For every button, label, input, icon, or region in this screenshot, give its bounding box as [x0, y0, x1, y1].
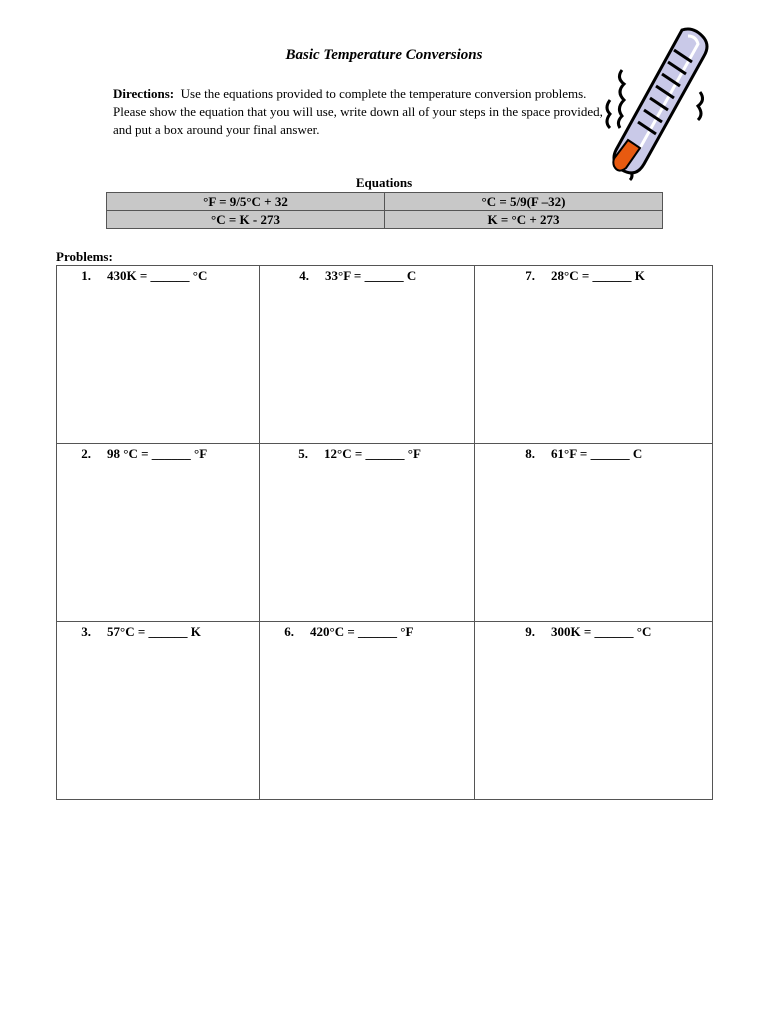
- problem-cell-3[interactable]: [57, 622, 260, 800]
- problem-number: 2.: [81, 446, 91, 461]
- problem-cell-6[interactable]: [260, 622, 475, 800]
- equations-heading: Equations: [355, 175, 413, 190]
- problem-row: [57, 444, 713, 622]
- directions-text: Use the equations provided to complete the temperature conversion problems. Please show the equation that you will use, write down all of your steps in the space provided, and put a box around your final answer.: [113, 86, 603, 137]
- directions: [113, 85, 605, 139]
- equations-table: [106, 192, 663, 229]
- problem-cell-5[interactable]: [260, 444, 475, 622]
- problem-expression: 61°F = ______ C: [551, 446, 643, 461]
- problem-expression: 420°C = ______ °F: [310, 624, 414, 639]
- page-title: Basic Temperature Conversions: [285, 47, 483, 63]
- problem-cell-1[interactable]: [57, 266, 260, 444]
- problem-number: 5.: [298, 446, 308, 461]
- equation-k-from-c: K = °C + 273: [385, 211, 663, 229]
- equation-c-from-f: °C = 5/9(F –32): [385, 193, 663, 211]
- problem-number: 7.: [525, 268, 535, 283]
- problem-expression: 12°C = ______ °F: [324, 446, 421, 461]
- problem-cell-9[interactable]: [475, 622, 713, 800]
- problems-grid: [56, 265, 713, 800]
- thermometer-icon: [592, 22, 714, 182]
- problem-cell-2[interactable]: [57, 444, 260, 622]
- problem-expression: 98 °C = ______ °F: [107, 446, 208, 461]
- directions-label: Directions:: [113, 86, 175, 101]
- problem-number: 1.: [81, 268, 91, 283]
- problem-cell-4[interactable]: [260, 266, 475, 444]
- problem-number: 6.: [284, 624, 294, 639]
- problem-number: 8.: [525, 446, 535, 461]
- problem-expression: 300K = ______ °C: [551, 624, 652, 639]
- problem-expression: 57°C = ______ K: [107, 624, 201, 639]
- equation-row: [107, 211, 663, 229]
- problems-label: Problems:: [56, 249, 113, 264]
- problem-cell-8[interactable]: [475, 444, 713, 622]
- problem-row: [57, 266, 713, 444]
- problem-cell-7[interactable]: [475, 266, 713, 444]
- problem-expression: 33°F = ______ C: [325, 268, 417, 283]
- equation-f-from-c: °F = 9/5°C + 32: [107, 193, 385, 211]
- problem-expression: 28°C = ______ K: [551, 268, 645, 283]
- problem-row: [57, 622, 713, 800]
- problem-number: 3.: [81, 624, 91, 639]
- equation-row: [107, 193, 663, 211]
- problem-number: 4.: [299, 268, 309, 283]
- equation-c-from-k: °C = K - 273: [107, 211, 385, 229]
- problem-expression: 430K = ______ °C: [107, 268, 208, 283]
- problem-number: 9.: [525, 624, 535, 639]
